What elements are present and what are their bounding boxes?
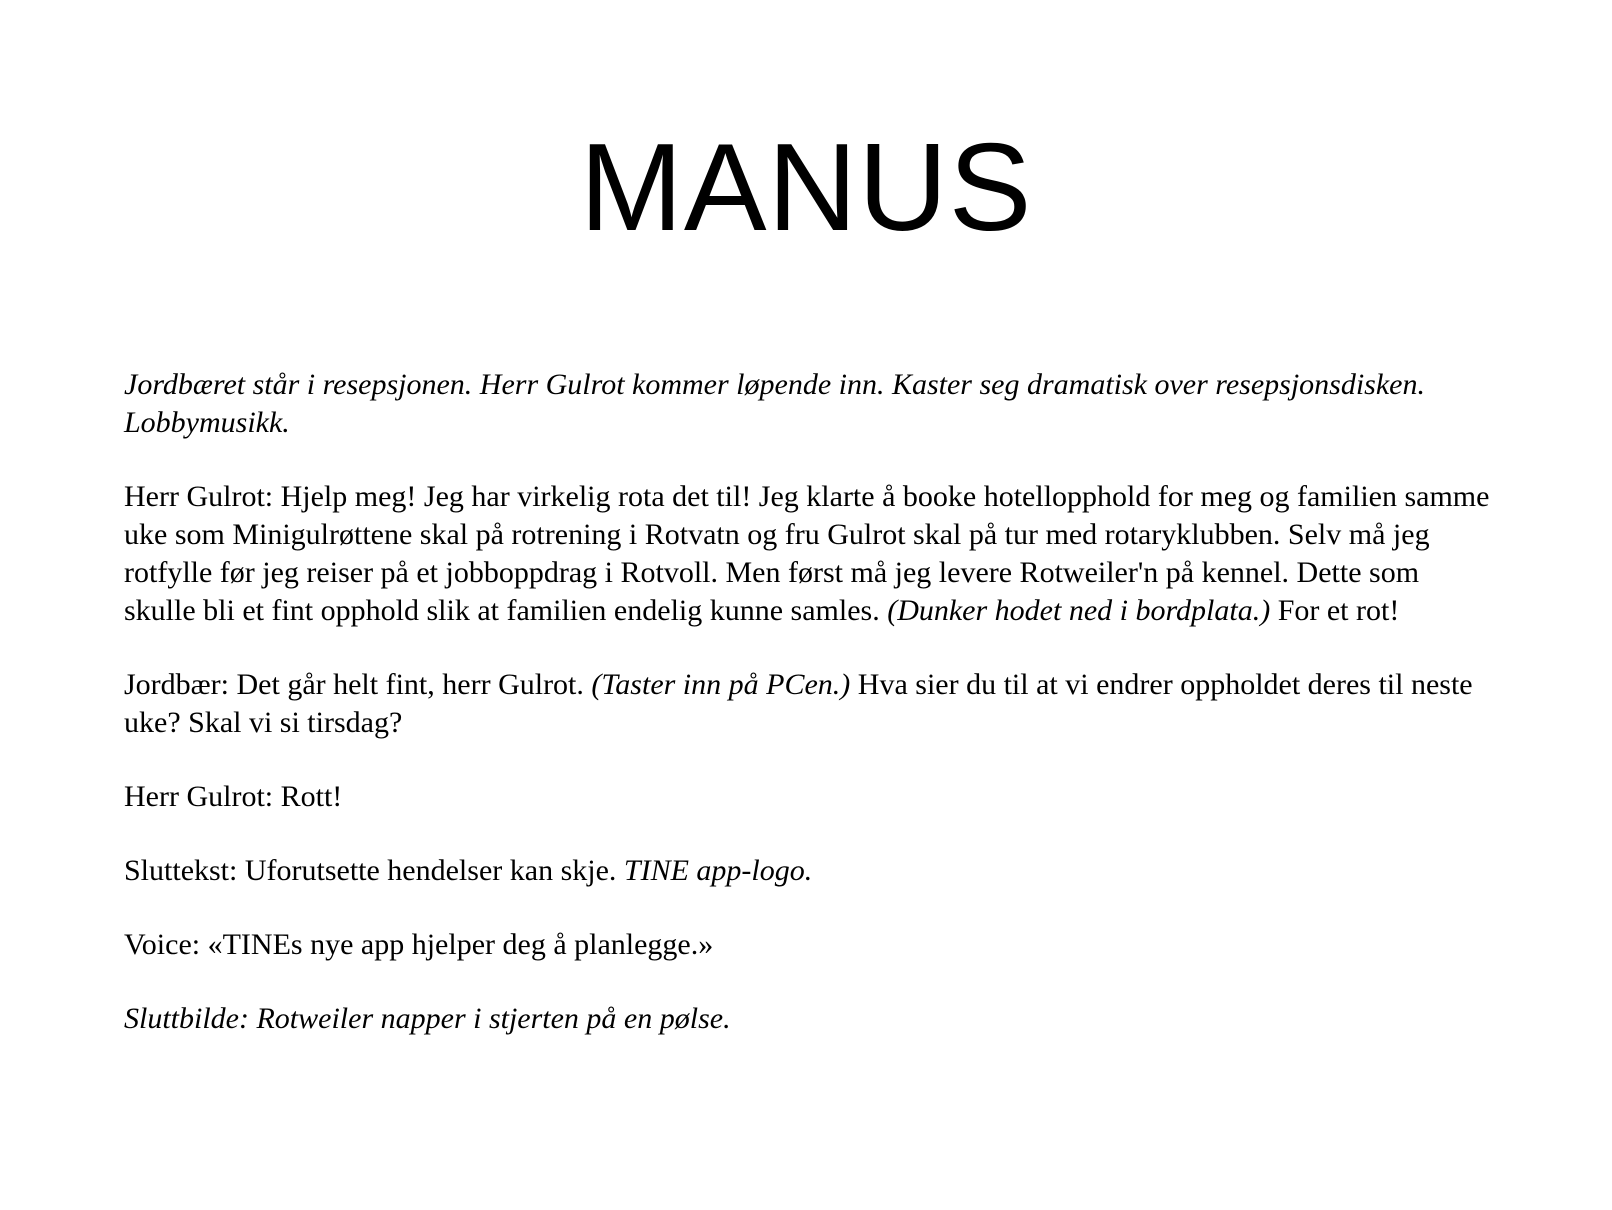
stage-direction-inline: (Taster inn på PCen.) (591, 668, 851, 701)
stage-direction-opening (124, 366, 1494, 442)
script-body (124, 366, 1494, 1074)
final-image-direction (124, 1000, 1494, 1038)
dialogue-herr-gulrot (124, 478, 1494, 630)
dialogue-tail: For et rot! (1270, 594, 1400, 627)
dialogue-herr-gulrot-reply (124, 778, 1494, 816)
stage-direction-inline: (Dunker hodet ned i bordplata.) (887, 594, 1271, 627)
final-image-text: Sluttbilde: Rotweiler napper i stjerten på en pølse. (124, 1002, 731, 1035)
page-title: MANUS (579, 119, 1033, 257)
dialogue-text: Jordbær: Det går helt fint, herr Gulrot. (124, 668, 592, 701)
logo-direction: TINE app-logo. (623, 854, 813, 887)
stage-direction-text: Jordbæret står i resepsjonen. Herr Gulrot kommer løpende inn. Kaster seg dramatisk over resepsjonsdisken. Lobbymusikk. (124, 368, 1425, 439)
voice-over-text: Voice: «TINEs nye app hjelper deg å planlegge.» (124, 928, 714, 961)
end-text (124, 852, 1494, 890)
dialogue-jordbaer (124, 666, 1494, 742)
voice-over (124, 926, 1494, 964)
dialogue-text: Herr Gulrot: Rott! (124, 780, 343, 813)
dialogue-text: Herr Gulrot: Hjelp meg! Jeg har virkelig rota det til! Jeg klarte å booke hotellopphold for meg og familien samme uke som Minigulrøttene skal på rotrening i Rotvatn og fru Gulrot skal på tur med rotaryklubben. Selv må jeg rotfylle før jeg reiser på et jobboppdrag i Rotvoll. Men først må jeg levere Rotweiler'n på kennel. Dette som skulle bli et fint opphold slik at familien endelig kunne samles. (124, 480, 1490, 627)
end-text-line: Sluttekst: Uforutsette hendelser kan skje. (124, 854, 624, 887)
dialogue-tail: Hva sier du til at vi endrer oppholdet deres til neste uke? Skal vi si tirsdag? (124, 668, 1473, 739)
